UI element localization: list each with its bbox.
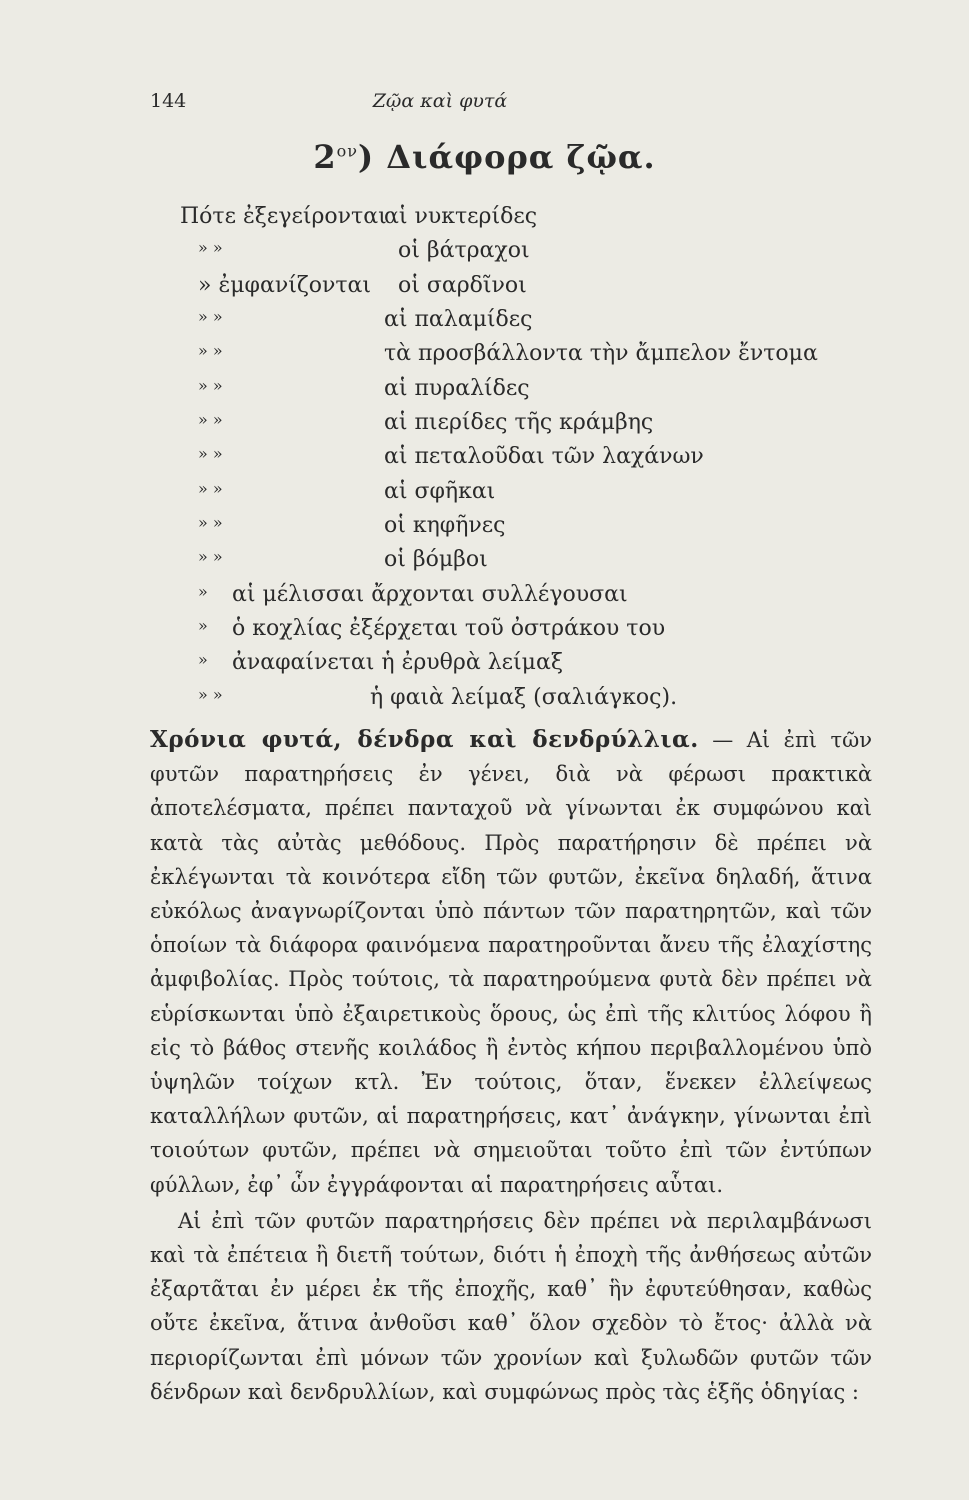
section-number-suffix: ον xyxy=(336,141,358,161)
list-item xyxy=(0,204,969,238)
list-subject: ὁ κοχλίας ἐξέρχεται τοῦ ὀστράκου του xyxy=(232,616,666,641)
list-subject: οἱ βόμβοι xyxy=(384,547,488,572)
list-verb: » xyxy=(198,582,208,601)
list-verb: » » xyxy=(198,513,223,532)
list-subject: αἱ μέλισσαι ἄρχονται συλλέγουσαι xyxy=(232,582,628,607)
list-verb: » xyxy=(198,616,208,635)
running-title: Ζῷα καὶ φυτά xyxy=(372,90,508,112)
list-subject: τὰ προσβάλλοντα τὴν ἄμπελον ἔντομα xyxy=(384,341,818,366)
list-item xyxy=(0,273,969,307)
list-item xyxy=(0,376,969,410)
paragraph-1 xyxy=(150,723,872,1202)
section-title-text: ) Διάφορα ζῷα. xyxy=(357,138,656,176)
list-item xyxy=(0,513,969,547)
list-verb: » » xyxy=(198,341,223,360)
list-subject: οἱ σαρδῖνοι xyxy=(398,273,527,298)
list-verb: » ἐμφανίζονται xyxy=(198,273,372,298)
page-number: 144 xyxy=(150,90,187,112)
section-number: 2 xyxy=(313,138,337,176)
list-item xyxy=(0,685,969,719)
running-head xyxy=(150,90,870,120)
list-item xyxy=(0,582,969,616)
list-subject: οἱ κηφῆνες xyxy=(384,513,506,538)
list-subject: αἱ πιερίδες τῆς κράμβης xyxy=(384,410,654,435)
subsection-heading: Χρόνια φυτά, δένδρα καὶ δενδρύλλια. xyxy=(150,726,699,753)
list-verb: Πότε ἐξεγείρονται xyxy=(180,204,387,229)
list-item xyxy=(0,547,969,581)
list-item xyxy=(0,616,969,650)
list-subject: αἱ πυραλίδες xyxy=(384,376,530,401)
list-item xyxy=(0,410,969,444)
paragraph-2: Αἱ ἐπὶ τῶν φυτῶν παρατηρήσεις δὲν πρέπει νὰ περιλαμβάνωσι καὶ τὰ ἐπέτεια ἢ διετῆ τούτων, διότι ἡ ἐποχὴ τῆς ἀνθήσεως αὐτῶν ἐξαρτᾶται ἐν μέρει ἐκ τῆς ἐποχῆς, καθ᾽ ἣν ἐφυτεύθησαν, καθὼς οὔτε ἐκεῖνα, ἅτινα ἀνθοῦσι καθ᾽ ὅλον σχεδὸν τὸ ἔτος· ἀλλὰ νὰ περιορίζωνται ἐπὶ μόνων τῶν χρονίων καὶ ξυλωδῶν φυτῶν τῶν δένδρων καὶ δενδρυλλίων, καὶ συμφώνως πρὸς τὰς ἑξῆς ὁδηγίας : xyxy=(150,1208,872,1404)
list-item xyxy=(0,341,969,375)
list-verb: » » xyxy=(198,238,223,257)
list-item xyxy=(0,444,969,478)
list-verb: » » xyxy=(198,685,223,704)
list-item xyxy=(0,307,969,341)
section-title xyxy=(0,138,969,176)
body-text xyxy=(150,723,872,1409)
list-verb: » » xyxy=(198,444,223,463)
list-subject: αἱ νυκτερίδες xyxy=(384,204,538,229)
list-verb: » » xyxy=(198,547,223,566)
list-subject: αἱ πεταλοῦδαι τῶν λαχάνων xyxy=(384,444,704,469)
list-item xyxy=(0,238,969,272)
list-verb: » » xyxy=(198,307,223,326)
list-subject: ἀναφαίνεται ἡ ἐρυθρὰ λείμαξ xyxy=(232,650,563,675)
list-verb: » » xyxy=(198,479,223,498)
list-subject: ἡ φαιὰ λείμαξ (σαλιάγκος). xyxy=(370,685,678,710)
list-subject: οἱ βάτραχοι xyxy=(398,238,530,263)
list-verb: » xyxy=(198,650,208,669)
list-subject: αἱ παλαμίδες xyxy=(384,307,533,332)
list-verb: » » xyxy=(198,376,223,395)
list-item xyxy=(0,479,969,513)
list-verb: » » xyxy=(198,410,223,429)
list-item xyxy=(0,650,969,684)
list-subject: αἱ σφῆκαι xyxy=(384,479,496,504)
paragraph-1-text: — Αἱ ἐπὶ τῶν φυτῶν παρατηρήσεις ἐν γένει, διὰ νὰ φέρωσι πρακτικὰ ἀποτελέσματα, πρέπει πανταχοῦ νὰ γίνωνται ἐκ συμφώνου καὶ κατὰ τὰς αὐτὰς μεθόδους. Πρὸς παρατήρησιν δὲ πρέπει νὰ ἐκλέγωνται τὰ κοινότερα εἴδη τῶν φυτῶν, ἐκεῖνα δηλαδή, ἅτινα εὐκόλως ἀναγνωρίζονται ὑπὸ πάντων τῶν παρατηρητῶν, καὶ τῶν ὁποίων τὰ διάφορα φαινόμενα παρατηροῦνται ἄνευ τῆς ἐλαχίστης ἀμφιβολίας. Πρὸς τούτοις, τὰ παρατηρούμενα φυτὰ δὲν πρέπει νὰ εὑρίσκωνται ὑπὸ ἐξαιρετικοὺς ὅρους, ὡς ἐπὶ τῆς κλιτύος λόφου ἢ εἰς τὸ βάθος στενῆς κοιλάδος ἢ ἐντὸς κήπου περιβαλλομένου ὑπὸ ὑψηλῶν τοίχων κτλ. Ἐν τούτοις, ὅταν, ἕνεκεν ἐλλείψεως καταλλήλων φυτῶν, αἱ παρατηρήσεις, κατ᾽ ἀνάγκην, γίνωνται ἐπὶ τοιούτων φυτῶν, πρέπει νὰ σημειοῦται τοῦτο ἐπὶ τῶν ἐντύπων φύλλων, ἐφ᾽ ὧν ἐγγράφονται αἱ παρατηρήσεις αὗται. xyxy=(150,728,872,1197)
